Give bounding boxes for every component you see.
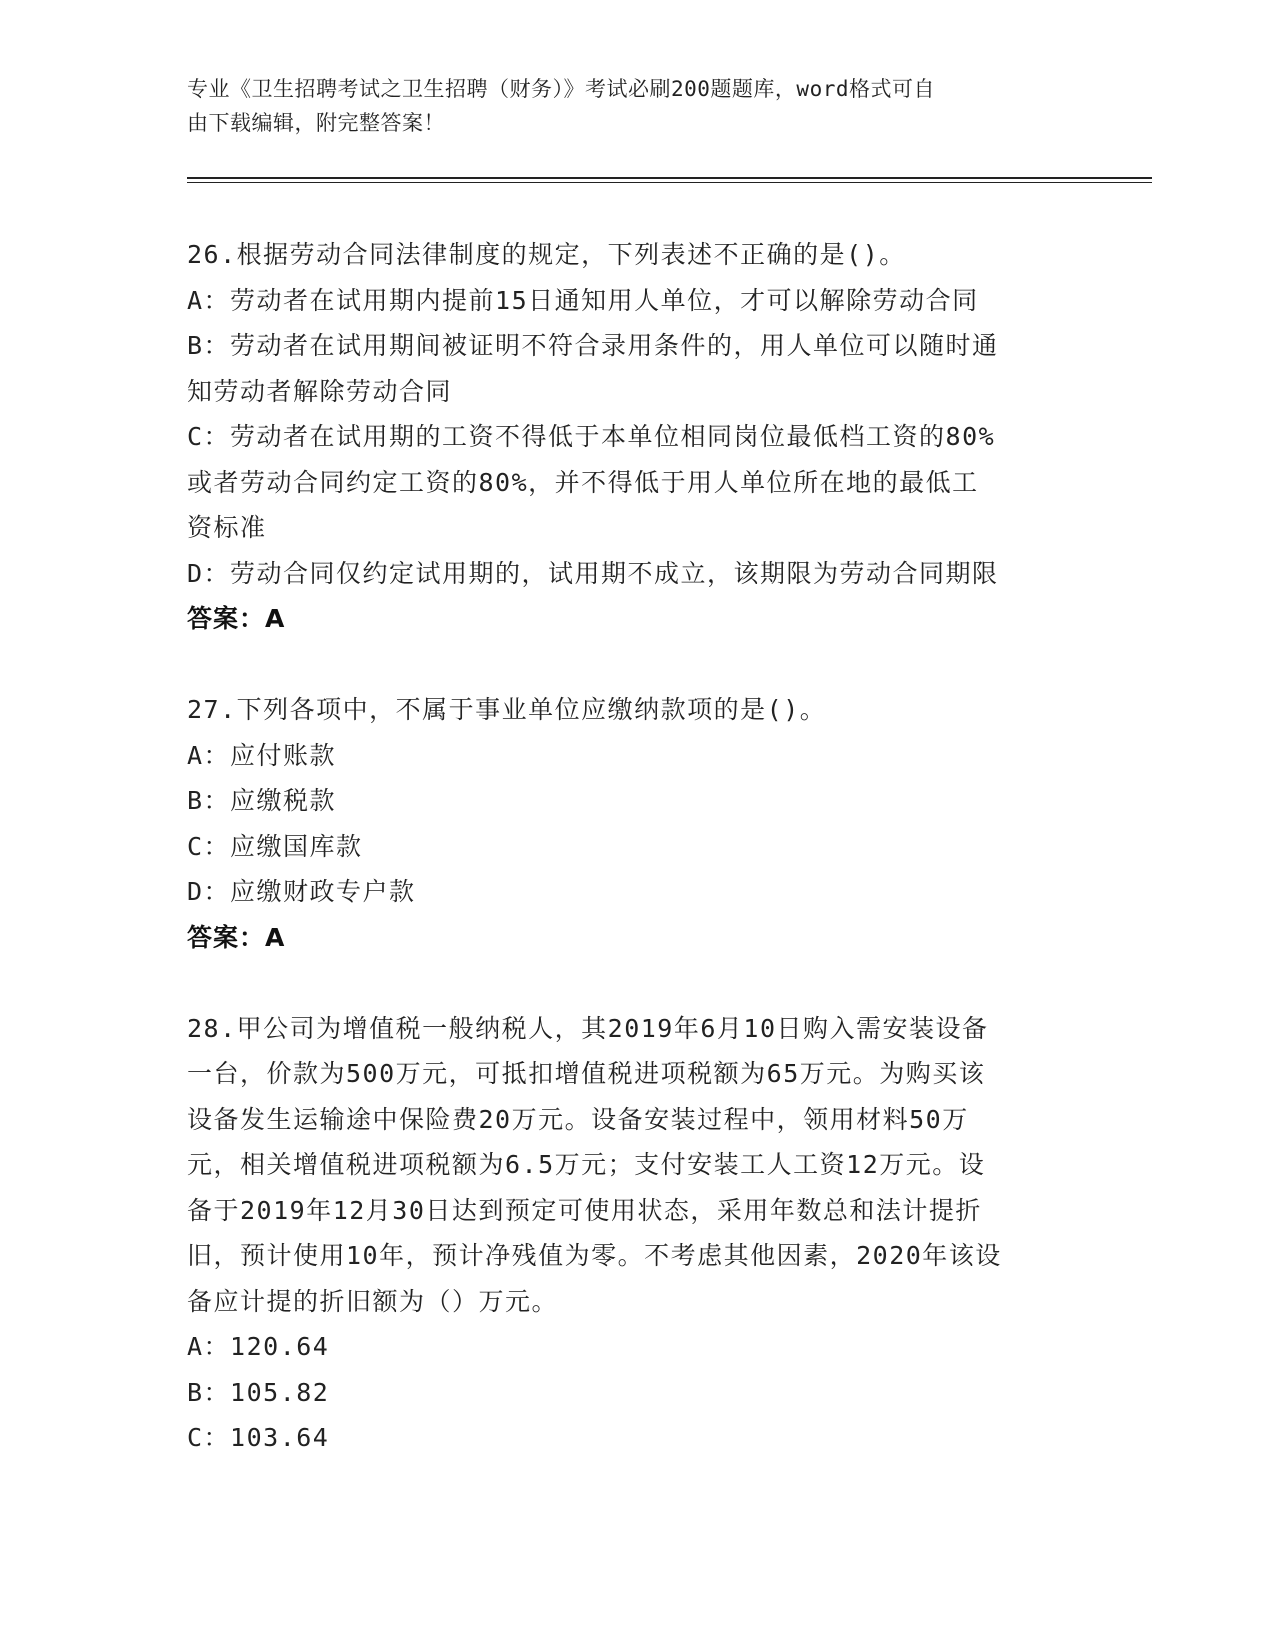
option-c: C：应缴国库款	[187, 831, 363, 861]
header-line: 专业《卫生招聘考试之卫生招聘（财务）》考试必刷200题题库，word格式可自	[187, 77, 935, 101]
option-c: C：103.64	[187, 1423, 330, 1452]
option-c-continued: 资标准	[187, 513, 267, 542]
question-stem: 28.甲公司为增值税一般纳税人，其2019年6月10日购入需安装设备	[187, 1013, 989, 1043]
option-b: B：应缴税款	[187, 786, 337, 815]
document-header	[187, 72, 1067, 140]
answer-label: 答案：A	[187, 604, 286, 633]
option-b: B：105.82	[187, 1377, 330, 1407]
question-stem-continued: 一台，价款为500万元，可抵扣增值税进项税额为65万元。为购买该	[187, 1059, 986, 1088]
header-line: 由下载编辑，附完整答案！	[187, 111, 445, 135]
header-divider-thin	[187, 182, 1152, 183]
question-stem-continued: 备应计提的折旧额为（）万元。	[187, 1286, 559, 1316]
question-stem-continued: 备于2019年12月30日达到预定可使用状态，采用年数总和法计提折	[187, 1195, 982, 1225]
option-a: A：劳动者在试用期内提前15日通知用人单位，才可以解除劳动合同	[187, 285, 979, 315]
question-spacer	[187, 960, 1087, 1006]
question-stem-continued: 元，相关增值税进项税额为6.5万元；支付安装工人工资12万元。设	[187, 1150, 986, 1179]
question-28	[187, 1006, 1087, 1461]
question-spacer	[187, 642, 1087, 688]
header-divider	[187, 177, 1152, 179]
question-stem-continued: 设备发生运输途中保险费20万元。设备安装过程中，领用材料50万	[187, 1104, 969, 1134]
option-c: C：劳动者在试用期的工资不得低于本单位相同岗位最低档工资的80%	[187, 422, 996, 451]
question-26	[187, 232, 1087, 642]
question-27	[187, 687, 1087, 960]
answer-label: 答案：A	[187, 922, 286, 952]
option-a: A：应付账款	[187, 740, 337, 770]
question-stem: 26.根据劳动合同法律制度的规定，下列表述不正确的是()。	[187, 240, 906, 269]
option-a: A：120.64	[187, 1332, 330, 1361]
option-c-continued: 或者劳动合同约定工资的80%，并不得低于用人单位所在地的最低工	[187, 467, 979, 497]
option-d: D：劳动合同仅约定试用期的，试用期不成立，该期限为劳动合同期限	[187, 558, 999, 588]
option-d: D：应缴财政专户款	[187, 877, 416, 906]
question-list	[187, 232, 1087, 1461]
question-stem-continued: 旧，预计使用10年，预计净残值为零。不考虑其他因素，2020年该设	[187, 1241, 1002, 1270]
option-b-continued: 知劳动者解除劳动合同	[187, 376, 453, 406]
option-b: B：劳动者在试用期间被证明不符合录用条件的，用人单位可以随时通	[187, 331, 999, 360]
question-stem: 27.下列各项中，不属于事业单位应缴纳款项的是()。	[187, 695, 827, 724]
